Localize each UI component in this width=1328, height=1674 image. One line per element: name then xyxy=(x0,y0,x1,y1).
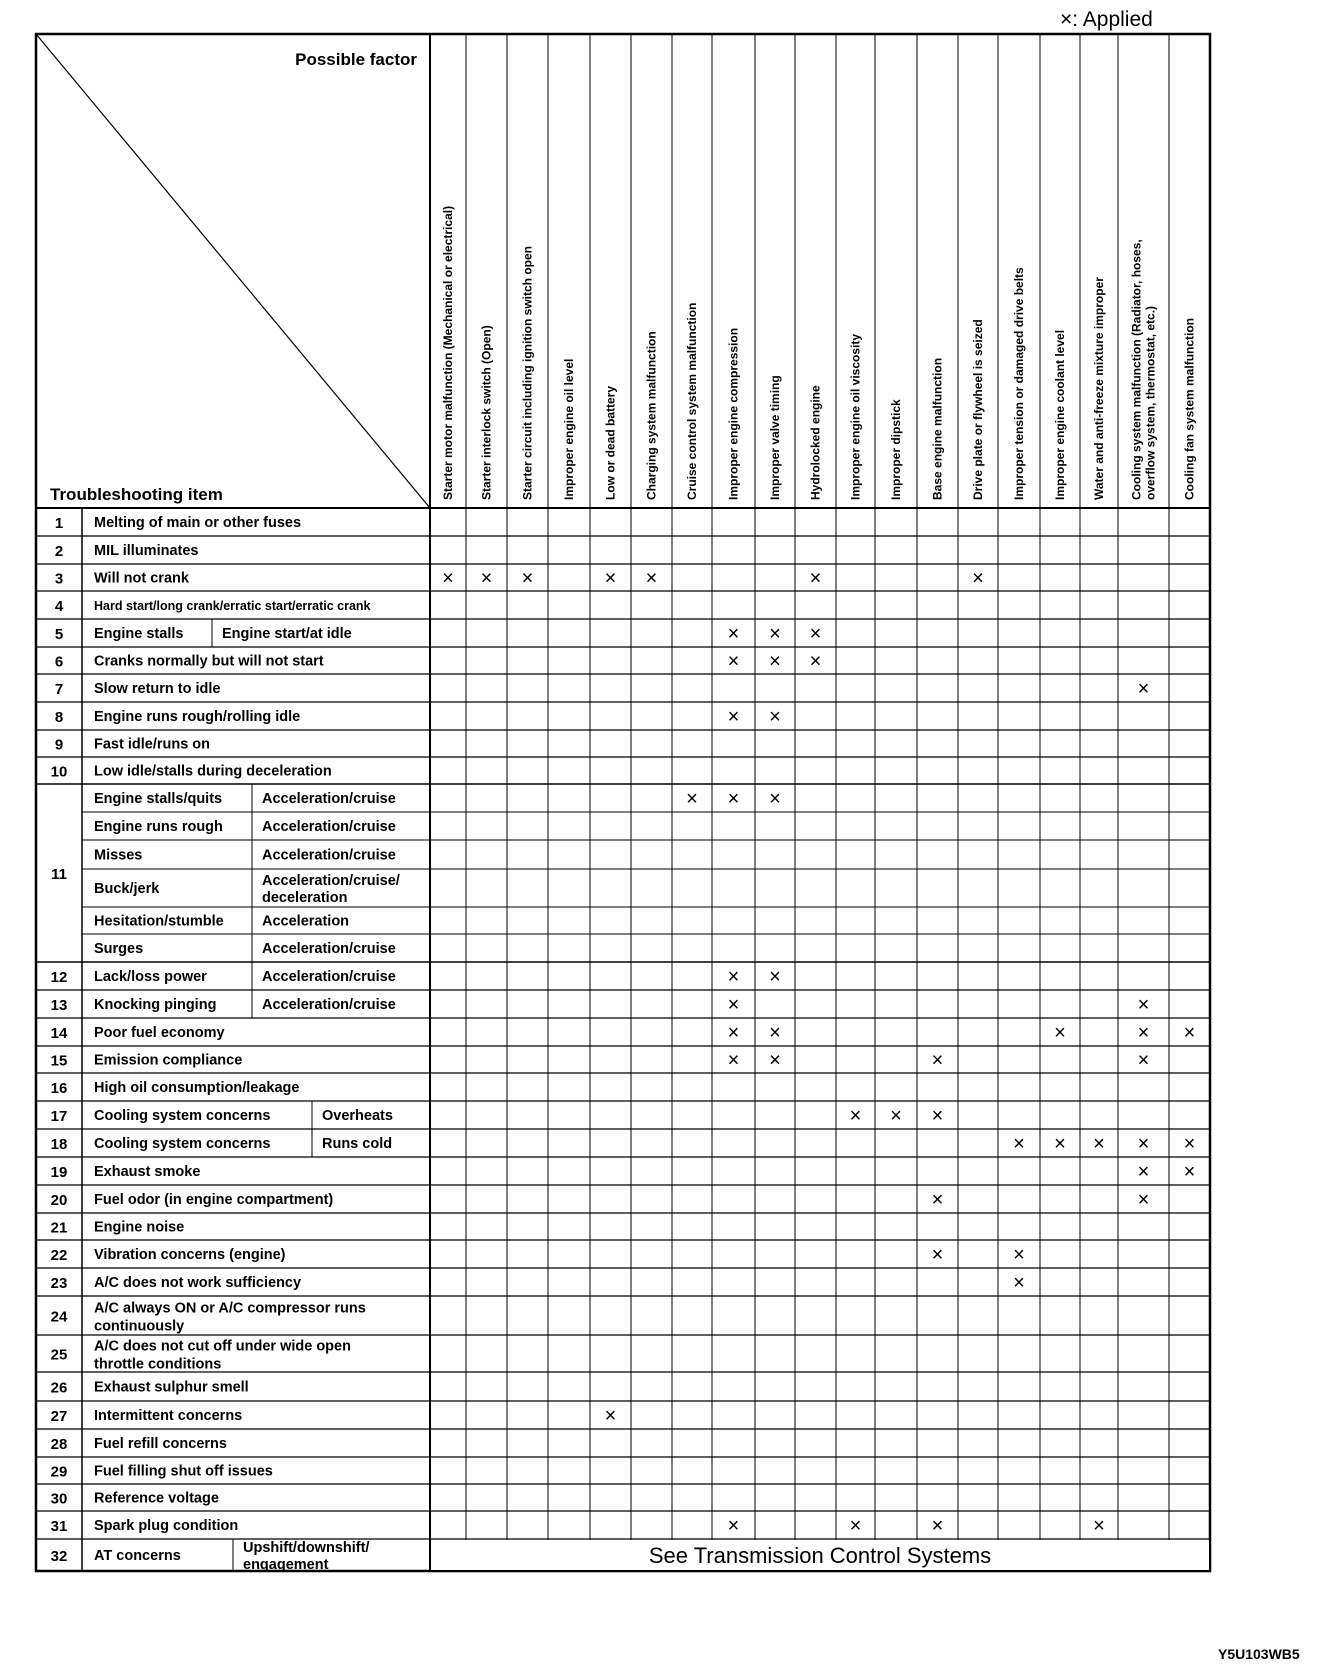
troubleshooting-item: Engine noise xyxy=(94,1219,185,1236)
row-number: 7 xyxy=(54,681,64,698)
troubleshooting-item: Buck/jerk xyxy=(94,881,160,897)
applied-mark: × xyxy=(769,1049,781,1072)
troubleshooting-item: Melting of main or other fuses xyxy=(94,515,302,531)
applied-mark: × xyxy=(931,1515,944,1537)
row-number: 14 xyxy=(50,1025,68,1042)
applied-mark: × xyxy=(890,1105,902,1127)
legend-applied: ×: Applied xyxy=(1060,8,1153,31)
troubleshooting-item: Engine stalls/quits xyxy=(94,791,223,807)
applied-mark: × xyxy=(809,567,822,590)
applied-mark: × xyxy=(769,623,781,645)
condition-text: Acceleration/cruise xyxy=(262,997,396,1013)
applied-mark: × xyxy=(1137,1049,1150,1072)
troubleshooting-item: Spark plug condition xyxy=(94,1518,239,1534)
row-number: 10 xyxy=(50,763,68,781)
applied-mark: × xyxy=(1013,1133,1025,1155)
factor-label-3: Starter circuit including ignition switch open xyxy=(520,245,535,500)
row-number: 21 xyxy=(50,1219,68,1237)
condition-text: Runs cold xyxy=(322,1136,393,1152)
row-number: 16 xyxy=(50,1080,68,1097)
applied-mark: × xyxy=(1137,678,1150,700)
factor-label-7: Cruise control system malfunction xyxy=(685,302,699,500)
troubleshooting-item: A/C does not work sufficiency xyxy=(94,1275,302,1291)
row-number: 26 xyxy=(50,1379,68,1397)
applied-mark: × xyxy=(727,1515,740,1537)
factor-label-18: overflow system, thermostat, etc.) xyxy=(1143,305,1158,500)
applied-mark: × xyxy=(972,567,984,590)
condition-text: Acceleration xyxy=(262,913,350,930)
applied-mark: × xyxy=(769,788,781,810)
applied-mark: × xyxy=(521,567,534,590)
applied-mark: × xyxy=(1137,1189,1150,1211)
troubleshooting-item: Knocking pinging xyxy=(94,997,217,1013)
condition-text: Overheats xyxy=(322,1108,393,1124)
row-number: 2 xyxy=(54,543,64,560)
applied-mark: × xyxy=(1183,1161,1196,1183)
applied-mark: × xyxy=(769,706,781,728)
troubleshooting-item: AT concerns xyxy=(94,1548,181,1564)
applied-mark: × xyxy=(1137,994,1150,1016)
applied-mark: × xyxy=(1013,1244,1025,1266)
applied-mark: × xyxy=(442,567,454,590)
row-number: 24 xyxy=(50,1308,68,1326)
row-number: 12 xyxy=(50,969,68,986)
troubleshooting-item: Engine stalls xyxy=(94,626,184,642)
applied-mark: × xyxy=(1013,1272,1025,1294)
row-number: 23 xyxy=(50,1275,68,1292)
document-code: Y5U103WB5 xyxy=(1218,1646,1300,1662)
applied-mark: × xyxy=(1183,1022,1196,1044)
applied-mark: × xyxy=(686,788,698,810)
factor-label-19: Cooling fan system malfunction xyxy=(1182,317,1197,500)
row-number: 29 xyxy=(50,1463,68,1481)
row-number: 4 xyxy=(54,598,64,615)
troubleshooting-item: Fuel refill concerns xyxy=(94,1436,227,1452)
applied-mark: × xyxy=(809,623,822,645)
troubleshooting-item: Engine runs rough xyxy=(94,819,223,835)
factor-label-18: Cooling system malfunction (Radiator, hoses, xyxy=(1129,239,1144,500)
troubleshooting-item: Fuel filling shut off issues xyxy=(94,1463,273,1480)
troubleshooting-item: High oil consumption/leakage xyxy=(94,1080,300,1096)
factor-label-4: Improper engine oil level xyxy=(562,358,576,500)
possible-factor-label: Possible factor xyxy=(295,50,417,69)
applied-mark: × xyxy=(727,788,740,810)
applied-mark: × xyxy=(727,623,740,645)
row-number: 31 xyxy=(50,1518,68,1535)
applied-mark: × xyxy=(809,650,822,673)
applied-mark: × xyxy=(604,1405,617,1427)
applied-mark: × xyxy=(645,567,658,590)
row-number: 20 xyxy=(50,1192,68,1209)
applied-mark: × xyxy=(727,1049,740,1072)
factor-label-6: Charging system malfunction xyxy=(644,331,659,500)
applied-mark: × xyxy=(1137,1133,1150,1155)
troubleshooting-item: Cranks normally but will not start xyxy=(94,653,324,670)
applied-mark: × xyxy=(769,966,781,988)
troubleshooting-item: throttle conditions xyxy=(94,1356,222,1373)
row-number: 13 xyxy=(50,997,68,1014)
troubleshooting-item: Will not crank xyxy=(94,570,189,587)
applied-mark: × xyxy=(849,1105,862,1127)
condition-text: engagement xyxy=(243,1557,329,1573)
row-number: 25 xyxy=(50,1346,68,1364)
factor-label-12: Improper dipstick xyxy=(889,399,903,500)
row-number: 17 xyxy=(50,1108,68,1125)
troubleshooting-item: Vibration concerns (engine) xyxy=(94,1247,286,1263)
row-number: 6 xyxy=(54,653,64,671)
factor-label-14: Drive plate or flywheel is seized xyxy=(971,319,985,500)
troubleshooting-item-label: Troubleshooting item xyxy=(50,485,223,504)
factor-label-1: Starter motor malfunction (Mechanical or electrical) xyxy=(441,205,455,500)
condition-text: Acceleration/cruise xyxy=(262,969,396,985)
applied-mark: × xyxy=(1054,1022,1066,1044)
corner-diagonal xyxy=(36,34,430,508)
troubleshooting-item: Cooling system concerns xyxy=(94,1136,271,1152)
factor-label-10: Hydrolocked engine xyxy=(808,385,823,500)
troubleshooting-item: Emission compliance xyxy=(94,1052,243,1069)
applied-mark: × xyxy=(1183,1133,1196,1155)
applied-mark: × xyxy=(1093,1515,1105,1537)
applied-mark: × xyxy=(1054,1133,1066,1155)
condition-text: Acceleration/cruise xyxy=(262,819,396,835)
applied-mark: × xyxy=(931,1105,944,1127)
condition-text: Acceleration/cruise xyxy=(262,941,396,957)
factor-label-5: Low or dead battery xyxy=(603,385,618,500)
troubleshooting-item: A/C does not cut off under wide open xyxy=(94,1338,351,1355)
row-number: 30 xyxy=(50,1490,68,1508)
applied-mark: × xyxy=(727,994,740,1016)
troubleshooting-item: Engine runs rough/rolling idle xyxy=(94,709,301,725)
applied-mark: × xyxy=(727,1022,740,1044)
factor-label-17: Water and anti-freeze mixture improper xyxy=(1092,277,1106,500)
applied-mark: × xyxy=(1137,1022,1150,1044)
row-number: 11 xyxy=(51,866,67,883)
applied-mark: × xyxy=(931,1244,944,1266)
troubleshooting-item: Intermittent concerns xyxy=(94,1408,243,1424)
factor-label-16: Improper engine coolant level xyxy=(1053,329,1067,500)
troubleshooting-item: Misses xyxy=(94,847,143,864)
see-reference: See Transmission Control Systems xyxy=(648,1543,992,1568)
row-number: 3 xyxy=(54,570,64,588)
troubleshooting-item: Hesitation/stumble xyxy=(94,913,224,930)
troubleshooting-item: MIL illuminates xyxy=(94,543,199,559)
factor-label-8: Improper engine compression xyxy=(726,327,741,500)
applied-mark: × xyxy=(769,650,781,673)
troubleshooting-item: Slow return to idle xyxy=(94,681,221,697)
applied-mark: × xyxy=(1093,1133,1105,1155)
troubleshooting-item: Exhaust sulphur smell xyxy=(94,1379,249,1396)
condition-text: Acceleration/cruise xyxy=(262,791,396,807)
row-number: 8 xyxy=(54,709,64,726)
condition-text: Acceleration/cruise/ xyxy=(262,873,400,889)
row-number: 9 xyxy=(54,736,64,754)
applied-mark: × xyxy=(727,650,740,673)
applied-mark: × xyxy=(727,966,740,988)
troubleshooting-item: continuously xyxy=(94,1318,185,1335)
applied-mark: × xyxy=(604,567,617,590)
troubleshooting-item: Poor fuel economy xyxy=(94,1025,225,1041)
troubleshooting-item: A/C always ON or A/C compressor runs xyxy=(94,1300,366,1317)
troubleshooting-item: Fuel odor (in engine compartment) xyxy=(94,1192,334,1208)
troubleshooting-item: Exhaust smoke xyxy=(94,1164,201,1180)
row-number: 22 xyxy=(50,1247,68,1264)
troubleshooting-item: Lack/loss power xyxy=(94,969,207,985)
applied-mark: × xyxy=(727,706,740,728)
troubleshooting-item: Cooling system concerns xyxy=(94,1108,271,1124)
factor-label-13: Base engine malfunction xyxy=(930,357,945,500)
applied-mark: × xyxy=(849,1515,862,1537)
row-number: 32 xyxy=(50,1548,68,1565)
row-number: 1 xyxy=(54,515,64,532)
factor-label-9: Improper valve timing xyxy=(768,375,782,500)
applied-mark: × xyxy=(931,1049,944,1072)
troubleshooting-item: Fast idle/runs on xyxy=(94,736,211,753)
row-number: 28 xyxy=(50,1436,68,1453)
row-number: 5 xyxy=(54,626,64,643)
applied-mark: × xyxy=(769,1022,781,1044)
troubleshooting-item: Reference voltage xyxy=(94,1490,219,1507)
row-number: 27 xyxy=(50,1408,68,1425)
condition-text: deceleration xyxy=(262,890,348,906)
condition-text: Engine start/at idle xyxy=(222,626,352,642)
factor-label-15: Improper tension or damaged drive belts xyxy=(1012,267,1026,500)
row-number: 19 xyxy=(50,1164,68,1181)
applied-mark: × xyxy=(1137,1161,1150,1183)
row-number: 18 xyxy=(50,1136,68,1153)
condition-text: Acceleration/cruise xyxy=(262,847,396,864)
applied-mark: × xyxy=(931,1189,944,1211)
troubleshooting-item: Hard start/long crank/erratic start/erratic crank xyxy=(94,599,371,613)
applied-mark: × xyxy=(480,567,493,590)
troubleshooting-item: Low idle/stalls during deceleration xyxy=(94,763,332,780)
row-number: 15 xyxy=(50,1052,68,1070)
troubleshooting-item: Surges xyxy=(94,941,144,957)
factor-label-2: Starter interlock switch (Open) xyxy=(479,325,494,500)
factor-label-11: Improper engine oil viscosity xyxy=(848,333,863,500)
condition-text: Upshift/downshift/ xyxy=(243,1540,370,1556)
